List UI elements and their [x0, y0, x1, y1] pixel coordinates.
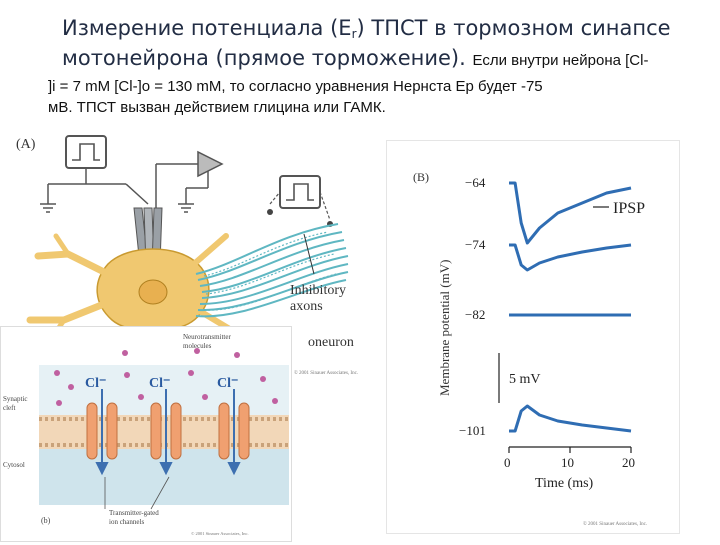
panel-b-label: (B) — [413, 170, 429, 184]
inhibitory-axons-label-1: Inhibitory — [290, 283, 346, 298]
panel-b-copyright: © 2001 Sinauer Associates, Inc. — [583, 522, 648, 527]
heading-line-1-rest: ) ТПСТ в тормозном синапсе — [356, 16, 671, 40]
neurotransmitter-label-1: Neurotransmitter — [183, 333, 231, 341]
synaptic-cleft-label-2: cleft — [3, 404, 16, 412]
trace-label-74: −74 — [465, 237, 486, 252]
trace-label-101: −101 — [459, 423, 486, 438]
neurotransmitter-label-2: molecules — [183, 342, 212, 350]
membrane-svg — [1, 327, 291, 541]
panel-a-copyright: © 2001 Sinauer Associates, Inc. — [294, 371, 359, 376]
heading-line-2 — [62, 46, 648, 70]
cytosol-area — [39, 449, 289, 505]
synaptic-cleft-label-1: Synaptic — [3, 395, 28, 403]
cl-ion-label-3: Cl⁻ — [217, 376, 239, 391]
heading-line-2-main: мотонейрона (прямое торможение). — [62, 46, 466, 70]
heading-line-1-subscript: r — [351, 27, 357, 41]
y-axis-label: Membrane potential (mV) — [437, 259, 452, 396]
amplifier-icon — [198, 152, 222, 176]
heading-line-4: мВ. ТПСТ вызван действием глицина или ГАМК. — [48, 99, 386, 116]
heading-line-2-small: Если внутри нейрона [Cl- — [472, 52, 649, 69]
x-tick-10: 10 — [561, 455, 574, 470]
scale-bar-label: 5 mV — [509, 372, 541, 387]
inhibitory-axons — [196, 224, 348, 316]
trace-label-64: −64 — [465, 175, 486, 190]
nucleus — [139, 280, 167, 304]
cl-ion-label-1: Cl⁻ — [85, 376, 107, 391]
membrane-copyright: © 2001 Sinauer Associates, Inc. — [191, 531, 249, 536]
recording-amplifier-box — [66, 136, 106, 168]
trace-line — [509, 406, 631, 431]
heading-line-3: ]i = 7 mM [Cl-]o = 130 mM, то согласно уравнения Нернста Ер будет -75 — [48, 78, 543, 95]
heading-line-1 — [62, 16, 671, 41]
cytosol-label: Cytosol — [3, 461, 25, 469]
ipsp-traces-svg — [387, 141, 679, 533]
channels-label-1: Transmitter-gated — [109, 509, 159, 517]
membrane-panel-tag: (b) — [41, 516, 51, 525]
channels-label-2: ion channels — [109, 518, 145, 526]
x-axis-label: Time (ms) — [535, 476, 594, 491]
trace-label-82: −82 — [465, 307, 486, 322]
motoneuron-label: oneuron — [308, 335, 354, 350]
cl-ion-label-2: Cl⁻ — [149, 376, 171, 391]
panel-a-label: (A) — [16, 137, 36, 152]
ipsp-label: IPSP — [613, 200, 646, 217]
trace-line — [509, 245, 631, 270]
inhibitory-axons-label-2: axons — [290, 299, 323, 314]
membrane-channel-panel — [0, 326, 292, 542]
traces-group — [509, 183, 631, 431]
x-tick-0: 0 — [504, 455, 511, 470]
ipsp-traces-panel — [386, 140, 680, 534]
x-tick-20: 20 — [622, 455, 635, 470]
stimulator-box — [280, 176, 320, 208]
heading-line-1-main: Измерение потенциала (E — [62, 16, 352, 40]
